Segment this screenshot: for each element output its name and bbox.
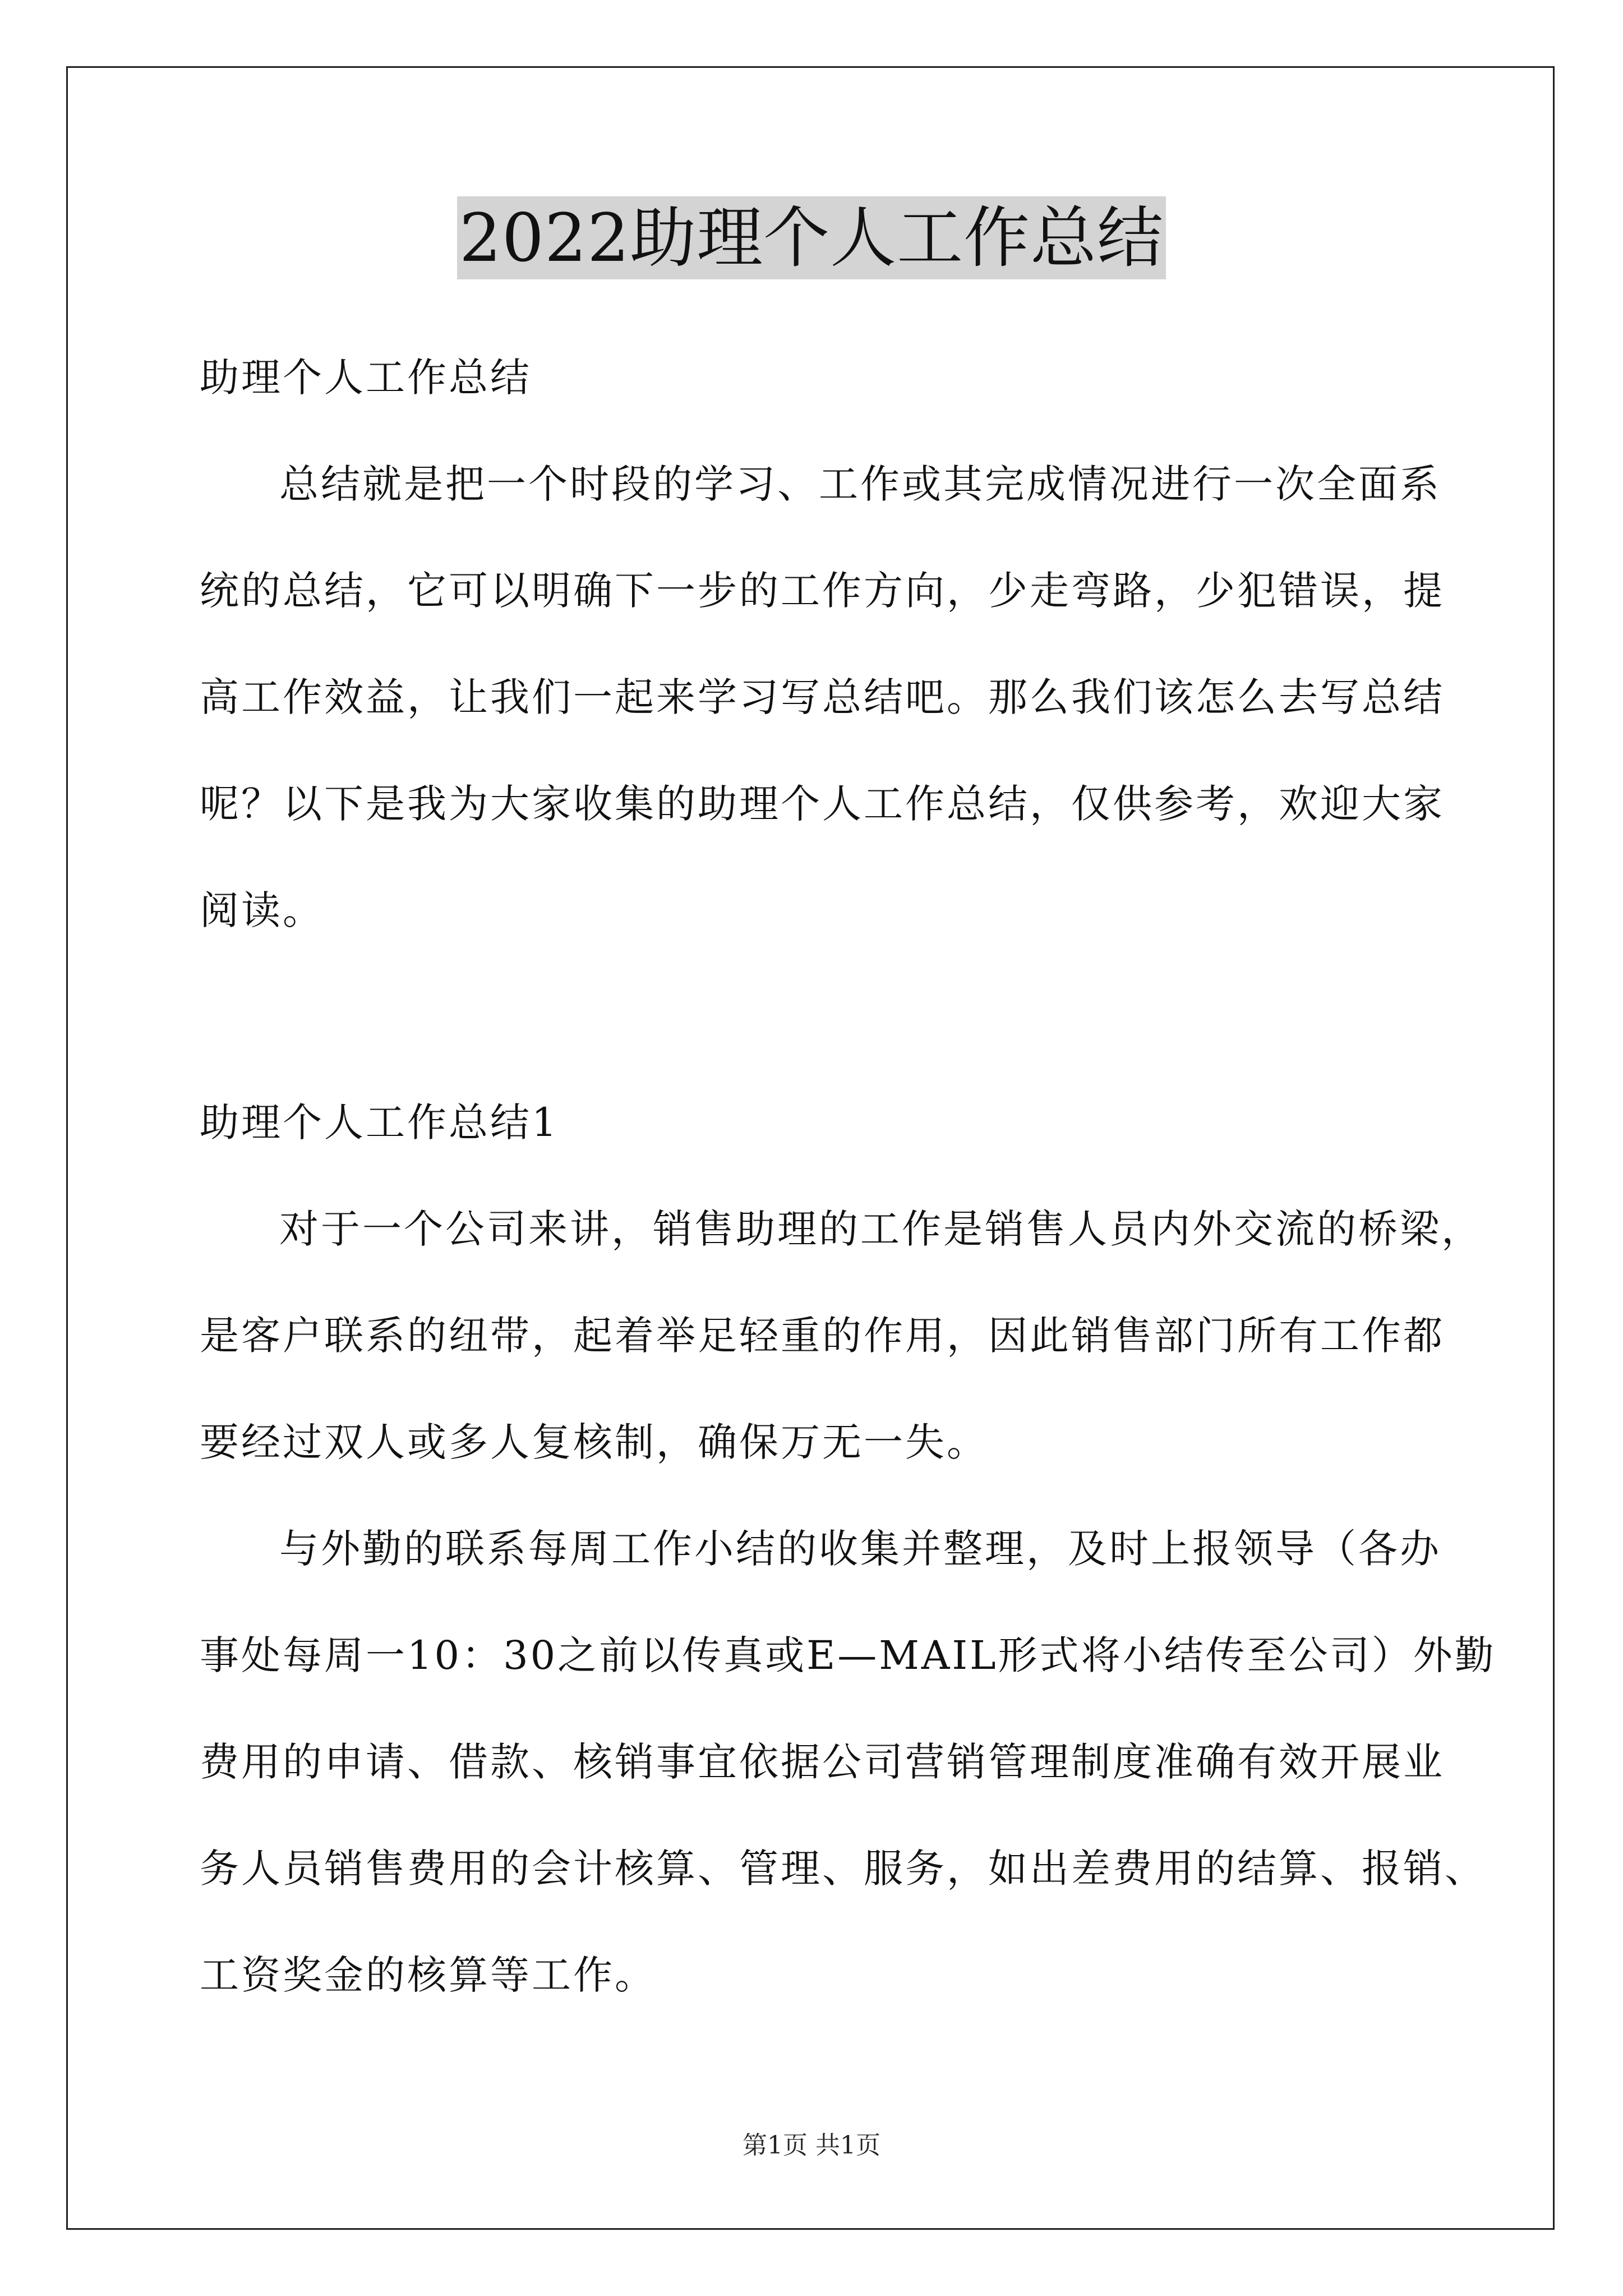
para2-line-4: 务人员销售费用的会计核算、管理、服务，如出差费用的结算、报销、 — [200, 1846, 1486, 1892]
page-footer: 第1页 共1页 — [743, 2131, 880, 2160]
intro-line-1: 总结就是把一个时段的学习、工作或其完成情况进行一次全面系 — [279, 461, 1441, 507]
intro-line-5: 阅读。 — [200, 887, 324, 933]
intro-line-2: 统的总结，它可以明确下一步的工作方向，少走弯路，少犯错误，提 — [200, 568, 1445, 614]
subtitle: 助理个人工作总结 — [200, 355, 532, 401]
intro-line-4: 呢？以下是我为大家收集的助理个人工作总结，仅供参考，欢迎大家 — [200, 781, 1445, 827]
para2-line-3: 费用的申请、借款、核销事宜依据公司营销管理制度准确有效开展业 — [200, 1739, 1445, 1785]
para2-line-5: 工资奖金的核算等工作。 — [200, 1952, 656, 1998]
para1-line-2: 是客户联系的纽带，起着举足轻重的作用，因此销售部门所有工作都 — [200, 1313, 1445, 1359]
section-heading-1: 助理个人工作总结1 — [200, 1099, 559, 1145]
document-title: 2022助理个人工作总结 — [457, 196, 1166, 279]
para2-line-1: 与外勤的联系每周工作小结的收集并整理，及时上报领导（各办 — [279, 1526, 1441, 1572]
para2-line-2: 事处每周一10：30之前以传真或E—MAIL形式将小结传至公司）外勤 — [200, 1632, 1496, 1678]
title-container — [0, 196, 1623, 279]
para1-line-1: 对于一个公司来讲，销售助理的工作是销售人员内外交流的桥梁， — [279, 1206, 1483, 1252]
intro-line-3: 高工作效益，让我们一起来学习写总结吧。那么我们该怎么去写总结 — [200, 674, 1445, 720]
para1-line-3: 要经过双人或多人复核制，确保万无一失。 — [200, 1419, 988, 1465]
